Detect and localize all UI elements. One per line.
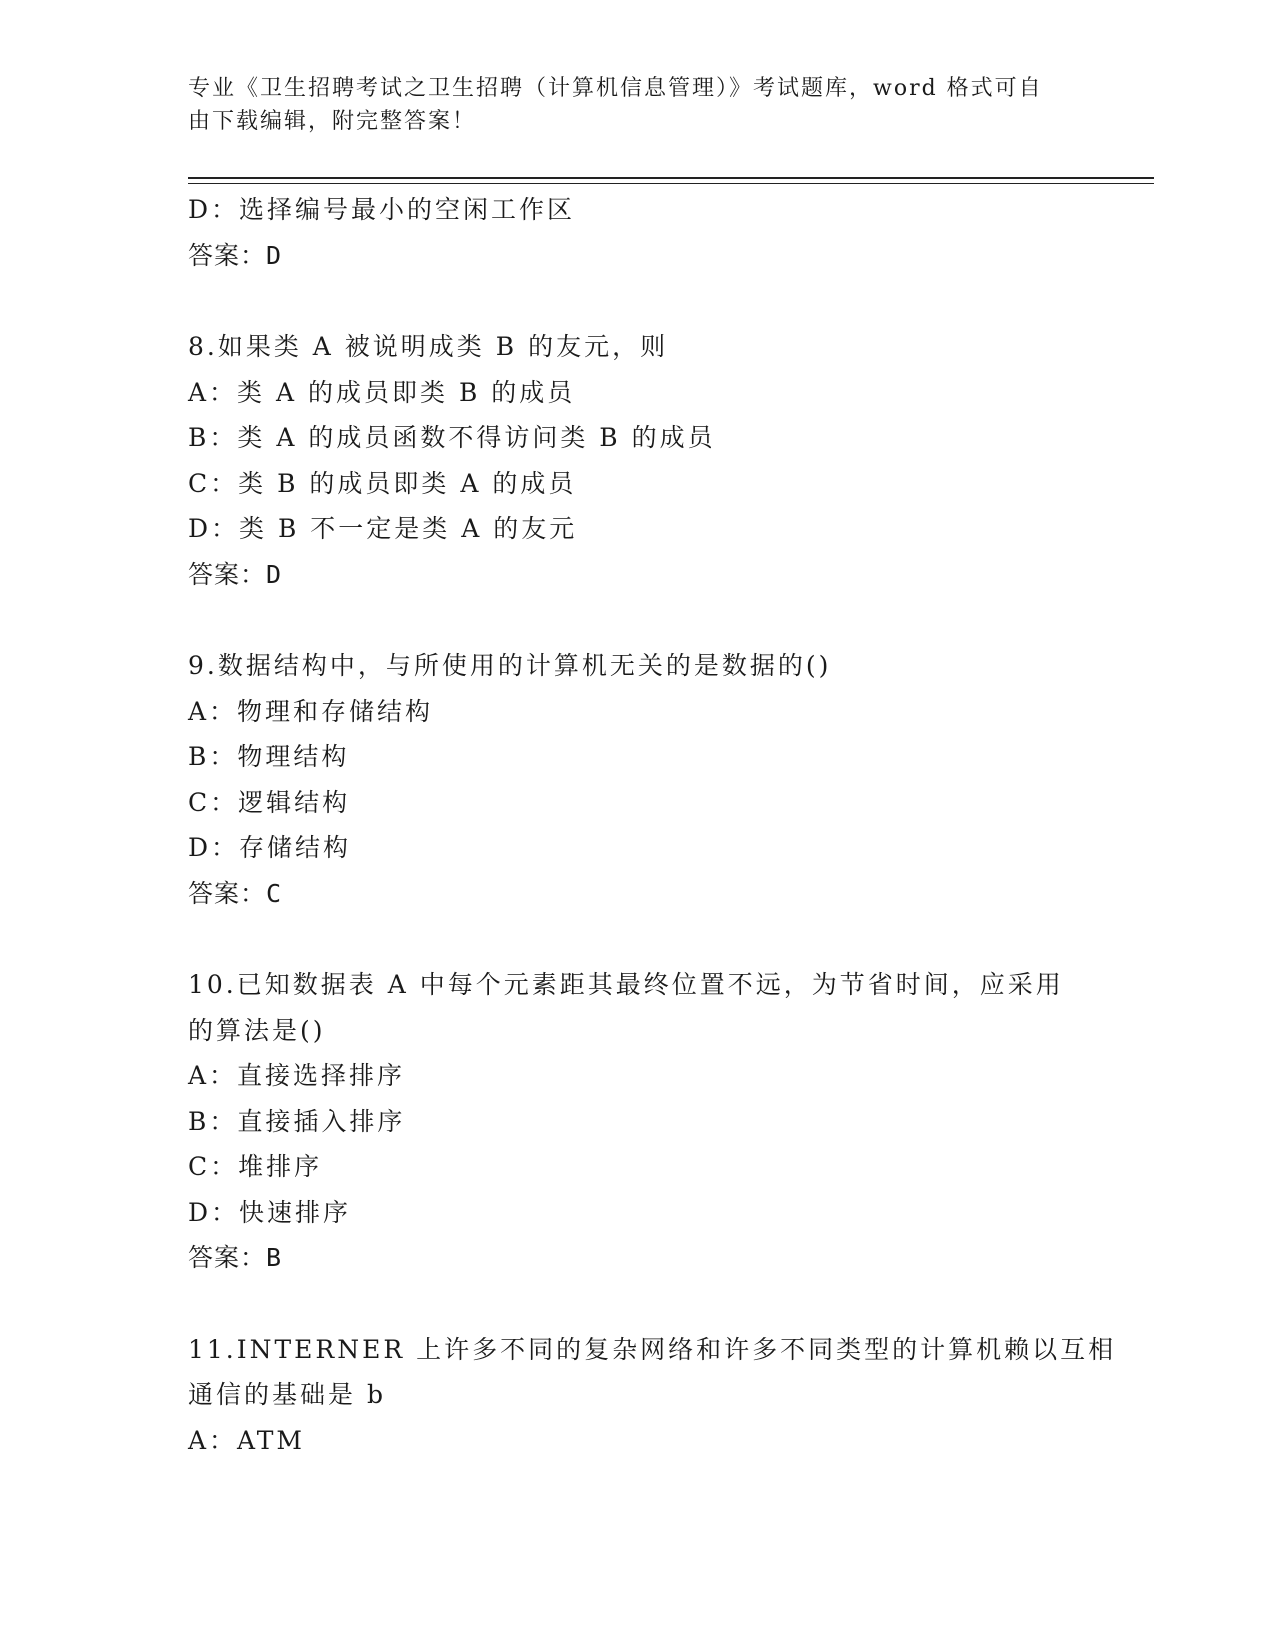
option-d: D：选择编号最小的空闲工作区 [188, 195, 576, 224]
question-stem-line-2: 的算法是() [188, 1015, 326, 1045]
option-b: B：直接插入排序 [188, 1106, 406, 1136]
option-b: B：类 A 的成员函数不得访问类 B 的成员 [188, 423, 716, 452]
answer-value: C [266, 878, 283, 908]
option-d: D：类 B 不一定是类 A 的友元 [188, 514, 578, 543]
option-d: D：存储结构 [188, 833, 352, 862]
answer-value: B [266, 1243, 283, 1272]
answer-line [188, 871, 1088, 917]
question-stem: 9.数据结构中，与所使用的计算机无关的是数据的() [188, 651, 832, 680]
option-c: C：类 B 的成员即类 A 的成员 [188, 468, 577, 498]
document-header [188, 72, 1068, 138]
question-block [188, 962, 1088, 1281]
question-stem-line-1: 11.INTERNER 上许多不同的复杂网络和许多不同类型的计算机赖以互相 [188, 1334, 1117, 1364]
question-block [188, 643, 1088, 916]
option-a: A：物理和存储结构 [188, 696, 434, 726]
header-divider-thick [188, 177, 1154, 179]
question-block [188, 324, 1088, 597]
answer-value: D [266, 240, 283, 270]
question-stem-line-1: 10.已知数据表 A 中每个元素距其最终位置不远，为节省时间，应采用 [188, 970, 1064, 999]
question-spacer [188, 278, 1088, 324]
answer-label: 答案： [188, 240, 267, 270]
header-line-1: 专业《卫生招聘考试之卫生招聘（计算机信息管理）》考试题库，word 格式可自 [188, 76, 1043, 101]
option-d: D：快速排序 [188, 1197, 352, 1227]
question-block [188, 1327, 1117, 1464]
option-c: C：逻辑结构 [188, 787, 351, 817]
question-list [188, 187, 1117, 1463]
option-a: A：类 A 的成员即类 B 的成员 [188, 377, 576, 407]
answer-line [188, 1235, 1088, 1281]
option-a: A：直接选择排序 [188, 1061, 406, 1090]
question-spacer [188, 597, 1088, 643]
answer-line [188, 552, 1088, 598]
header-divider-thin [188, 183, 1154, 184]
answer-value: D [266, 559, 283, 589]
header-line-2: 由下载编辑，附完整答案！ [188, 109, 477, 134]
question-stem-line-2: 通信的基础是 b [188, 1380, 386, 1409]
option-c: C：堆排序 [188, 1152, 323, 1181]
question-spacer [188, 916, 1088, 962]
question-spacer [188, 1281, 1088, 1327]
option-a: A：ATM [188, 1425, 306, 1455]
option-b: B：物理结构 [188, 742, 350, 771]
answer-label: 答案： [188, 1243, 267, 1272]
answer-label: 答案： [188, 878, 267, 908]
question-stem: 8.如果类 A 被说明成类 B 的友元，则 [188, 332, 669, 361]
answer-label: 答案： [188, 559, 267, 589]
answer-line [188, 233, 1088, 279]
